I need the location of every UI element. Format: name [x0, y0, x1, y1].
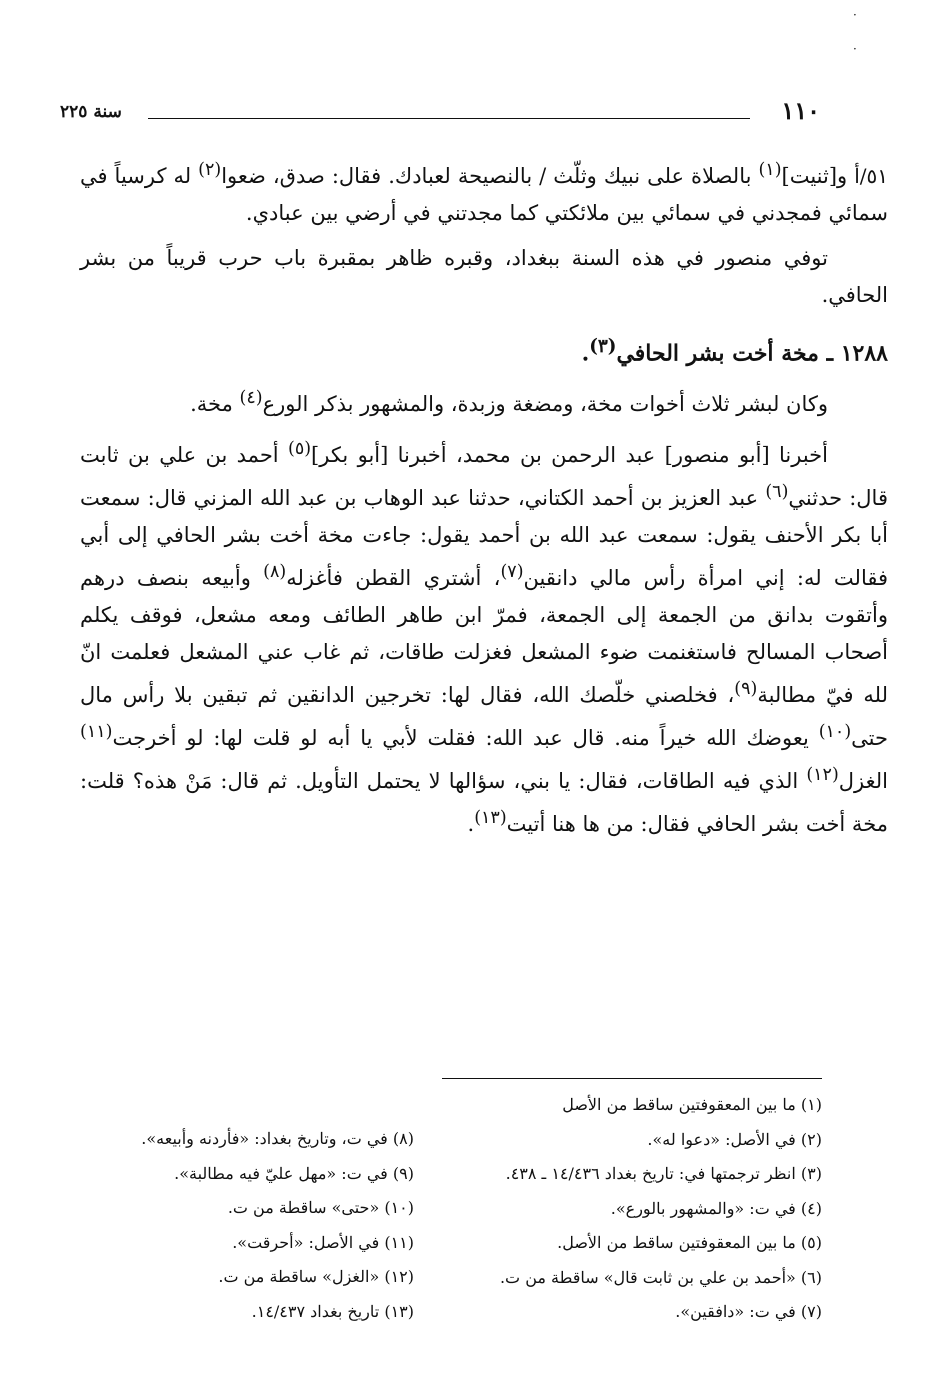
footnote: (١) ما بين المعقوفتين ساقط من الأصل [562, 1095, 822, 1114]
footnote-ref: (٢) [198, 160, 222, 180]
footnote: (٧) في ت: «دافقين». [675, 1302, 822, 1321]
footnote-ref: (١١) [80, 722, 113, 743]
paragraph: ٥١/أ و[ثنيت]$^{(١)}$ بالصلاة على نبيك وثلّث / بالنصيحة لعبادك. فقال: صدق، ضعوا$^{(٢)}$ له كرسياً في سمائي فمجدني في سمائي بين ملائكتي كما مجدتني في أرضي بين عبادي. [80, 160, 888, 225]
footnote-ref: (١) [758, 160, 782, 180]
footnote: (٥) ما بين المعقوفتين ساقط من الأصل. [557, 1233, 822, 1252]
footnote: (١٠) «حتى» ساقطة من ت. [227, 1198, 414, 1217]
footnote: (٨) في ت، وتاريخ بغداد: «فأردنه وأبيعه». [141, 1129, 414, 1148]
footnote-ref: (٣) [589, 336, 617, 357]
footnote: (١١) في الأصل: «أحرقت». [232, 1232, 414, 1252]
entry-heading: ١٢٨٨ ـ مخة أخت بشر الحافي$^{(٣)}$. [581, 336, 888, 367]
page-number: ١١٠ [781, 96, 820, 125]
footnote-ref: (٤) [239, 388, 263, 409]
footnote: (١٢) «الغزل» ساقطة من ت. [218, 1267, 414, 1286]
footnote: (١٣) تاريخ بغداد ١٤/٤٣٧. [251, 1301, 414, 1321]
running-header [60, 96, 820, 136]
footnote-ref: (٩) [734, 679, 758, 700]
footnote: (٣) انظر ترجمتها في: تاريخ بغداد ١٤/٤٣٦ ـ ٤٣٨. [505, 1164, 822, 1183]
footnote-ref: (٧) [500, 562, 524, 583]
footnotes-left-column [141, 1122, 414, 1329]
paragraph: توفي منصور في هذه السنة ببغداد، وقبره ظاهر بمقبرة باب حرب قريباً من بشر الحافي. [80, 246, 888, 307]
scan-mark: · [853, 42, 857, 56]
scan-mark: · [853, 8, 857, 22]
footnote-ref: (٦) [765, 482, 789, 503]
header-year: سنة ٢٢٥ [60, 102, 122, 122]
footnote-separator [442, 1078, 822, 1079]
footnote: (٩) في ت: «مهل عليّ فيه مطالبة». [174, 1163, 414, 1183]
footnote-ref: (١٠) [818, 722, 852, 743]
footnote-ref: (٥) [287, 439, 312, 460]
paragraph: وكان لبشر ثلاث أخوات مخة، ومضغة وزبدة، والمشهور بذكر الورع$^{(٤)}$ مخة. [190, 388, 828, 417]
footnote: (٢) في الأصل: «دعوا له». [647, 1129, 822, 1149]
footnote: (٦) «أحمد بن علي بن ثابت قال» ساقطة من ت. [499, 1267, 822, 1287]
margin-folio-ref: ٥١/أ [854, 164, 888, 188]
footnotes-right-column [500, 1088, 822, 1330]
header-rule [148, 118, 750, 119]
footnote-ref: (٨) [263, 562, 287, 583]
footnote: (٤) في ت: «والمشهور بالورع». [610, 1198, 822, 1218]
footnote-ref: (١٣) [474, 808, 507, 829]
footnote-ref: (١٢) [806, 765, 839, 786]
main-text [80, 152, 888, 843]
paragraph: أخبرنا [أبو منصور] عبد الرحمن بن محمد، أخبرنا [أبو بكر]$^{(٥)}$ أحمد بن علي بن ثابت قال: حدثني$^{(٦)}$ عبد العزيز بن أحمد الكتاني، حدثنا عبد الوهاب بن عبد الله المزني قال: سمعت أبا بكر الأحنف يقول: سمعت عبد الله بن أحمد يقول: جاءت مخة أخت بشر الحافي إلى أبي فقالت له: إني امرأة رأس مالي دانقين$^{(٧)}$، أشتري القطن فأغزله$^{(٨)}$ وأبيعه بنصف درهم وأتقوت بدانق من الجمعة إلى الجمعة، فمرّ ابن طاهر الطائف ومعه مشعل، فوقف يكلم أصحاب المسالح فاستغنمت ضوء المشعل فغزلت طاقات، ثم غاب عني المشعل فعلمت انّ لله فيّ مطالبة$^{(٩)}$، فخلصني خلّصك الله، فقال لها: تخرجين الدانقين ثم تبقين بلا رأس مال حتى$^{(١٠)}$ يعوضك الله خيراً منه. قال عبد الله: فقلت لأبي يا أبه لو قلت لها: لو أخرجت$^{(١١)}$ الغزل$^{(١٢)}$ الذي فيه الطاقات، فقال: يا بني، سؤالها لا يحتمل التأويل. ثم قال: مَنْ هذه؟ قلت: مخة أخت بشر الحافي فقال: من ها هنا أتيت$^{(١٣)}$. [80, 439, 889, 837]
